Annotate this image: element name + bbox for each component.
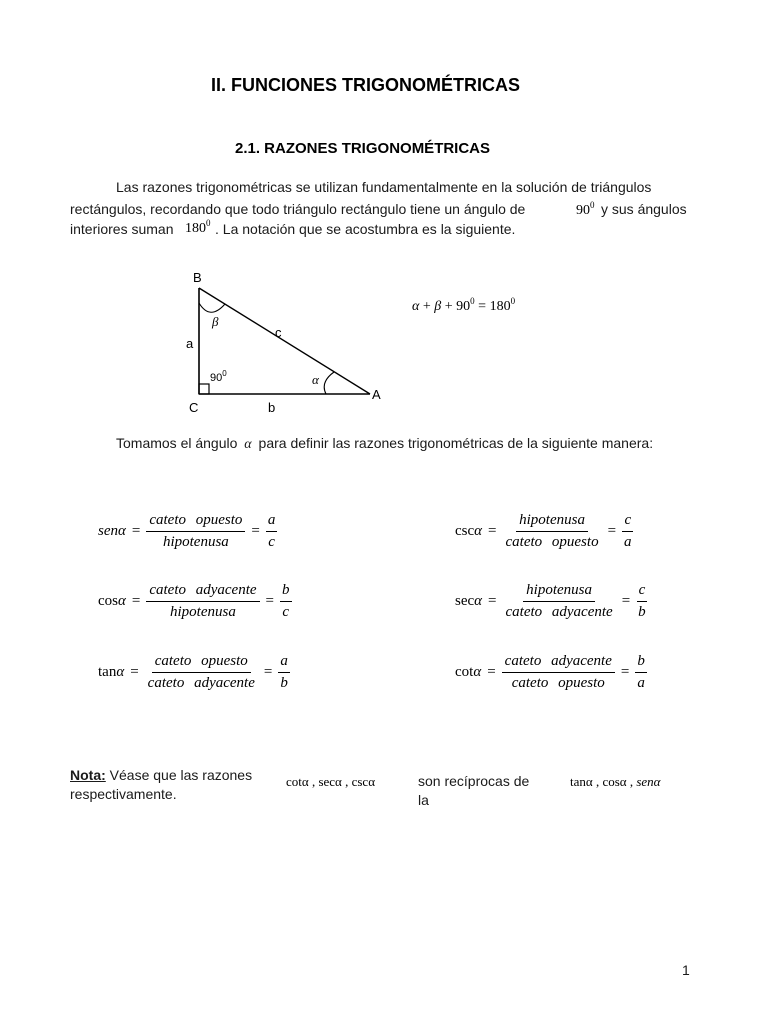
- formula-cot: cotα = $\frac{\text{cateto adyacente}}{\text{cateto opuesto}}$ = $\frac{b}{a}$: [455, 653, 645, 691]
- note-label: Nota:: [70, 767, 106, 783]
- intro-line-2a: rectángulos, recordando que todo triángulo rectángulo tiene un ángulo de: [70, 201, 526, 217]
- intro-line-3a: interiores suman: [70, 221, 174, 237]
- intro-line-1: Las razones trigonométricas se utilizan fundamentalmente en la solución de triángulos: [116, 179, 652, 195]
- vertex-B-label: B: [193, 270, 202, 285]
- angle-sum-equation: $\alpha + \beta + 90^0 = 180^0$: [412, 296, 516, 314]
- define-text: Tomamos el ángulo α para definir las razones trigonométricas de la siguiente manera:: [116, 435, 654, 452]
- formula-tan: tanα = $\frac{\text{cateto opuesto}}{\text{cateto adyacente}}$ = $\frac{a}{b}$: [98, 653, 288, 691]
- formula-cos: cosα = $\frac{\text{cateto adyacente}}{\text{hipotenusa}}$ = $\frac{b}{c}$: [98, 582, 290, 620]
- intro-line-3b: . La notación que se acostumbra es la siguiente.: [215, 221, 516, 237]
- note-list-2: tanα , cosα , senα: [570, 774, 661, 789]
- right-angle-marker: [199, 384, 209, 394]
- page-title: II. FUNCIONES TRIGONOMÉTRICAS: [211, 75, 521, 95]
- alpha-label: α: [312, 372, 319, 387]
- note-mid-1: son recíprocas de: [418, 773, 530, 789]
- note-line-2: respectivamente.: [70, 786, 177, 802]
- angle-180-inline: $180^0$: [185, 218, 211, 236]
- side-b-label: b: [268, 400, 276, 415]
- right-triangle-diagram: [180, 266, 390, 418]
- formula-sen: senα = $\frac{\text{cateto opuesto}}{\text{hipotenusa}}$ = $\frac{a}{c}$: [98, 512, 276, 550]
- angle-90-label: $90^0$: [210, 369, 227, 384]
- side-c-label: c: [275, 325, 282, 340]
- side-a-label: a: [186, 336, 194, 351]
- vertex-C-label: C: [189, 400, 199, 415]
- section-title: 2.1. RAZONES TRIGONOMÉTRICAS: [235, 140, 491, 157]
- note-mid-2: la: [418, 792, 429, 808]
- angle-90-inline: $90^0$: [576, 200, 595, 218]
- note-list-1: cotα , secα , cscα: [286, 774, 376, 789]
- alpha-arc: [324, 372, 334, 394]
- beta-arc: [199, 303, 225, 312]
- intro-line-2b: y sus ángulos: [601, 201, 687, 217]
- note-line-1: Nota: Véase que las razones: [70, 767, 253, 783]
- formula-sec: secα = $\frac{\text{hipotenusa}}{\text{cateto adyacente}}$ = $\frac{c}{b}$: [455, 582, 646, 620]
- page-number: 1: [682, 962, 690, 978]
- formula-csc: cscα = $\frac{\text{hipotenusa}}{\text{cateto opuesto}}$ = $\frac{c}{a}$: [455, 512, 632, 550]
- beta-label: β: [212, 314, 219, 329]
- vertex-A-label: A: [372, 387, 381, 402]
